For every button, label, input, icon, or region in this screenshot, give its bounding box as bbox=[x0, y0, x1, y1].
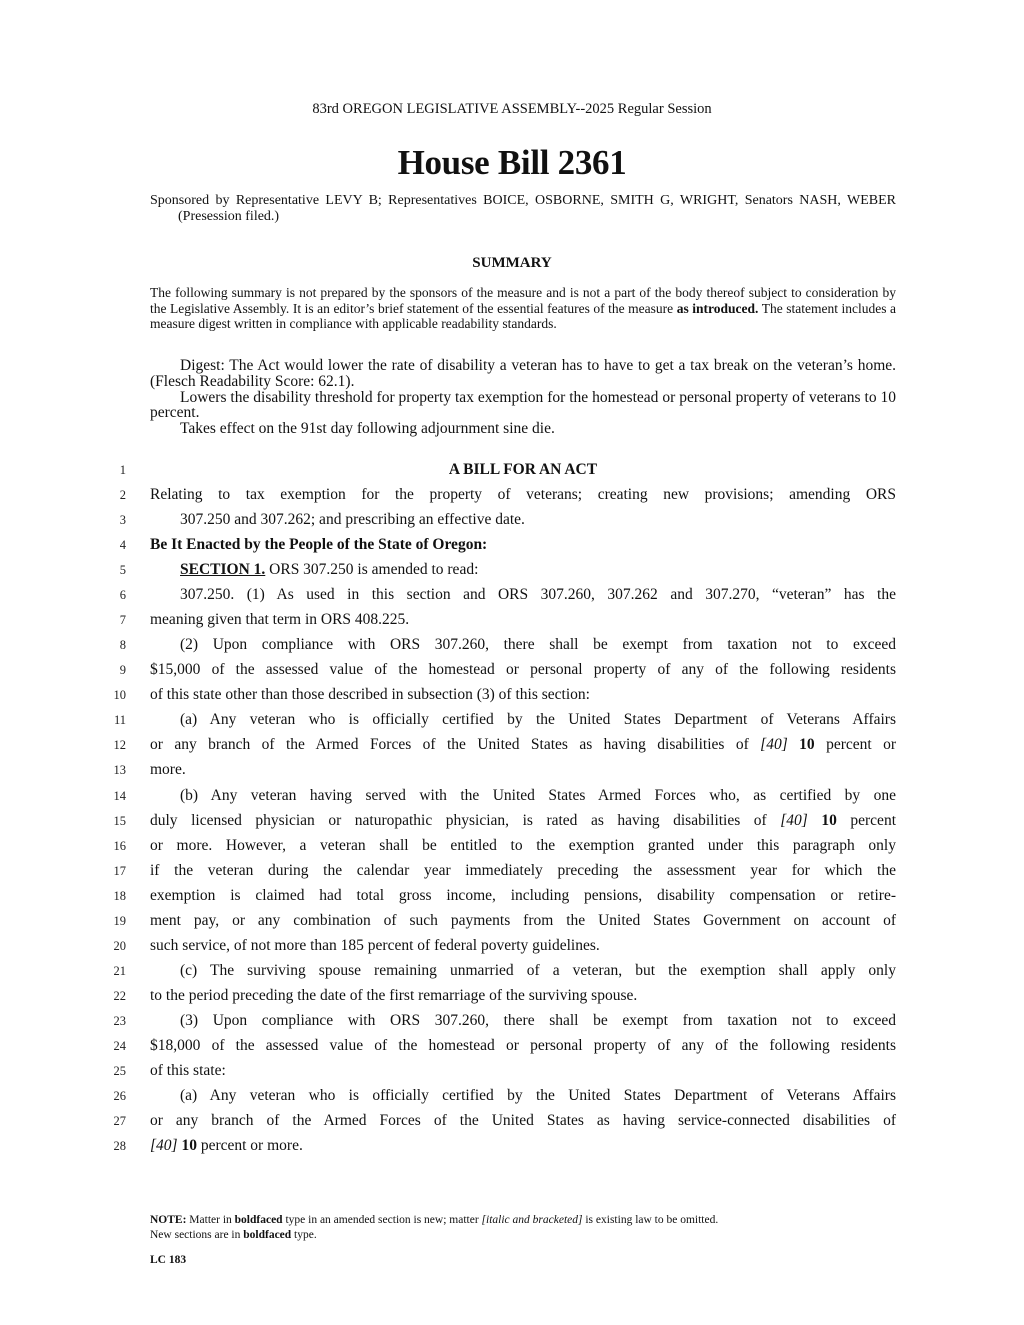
new-text: 10 bbox=[821, 812, 837, 829]
bill-line: SECTION 1. ORS 307.250 is amended to read: bbox=[180, 561, 479, 578]
bill-line: if the veteran during the calendar year immediately preceding the assessment year for which the bbox=[150, 862, 896, 879]
bill-line: or any branch of the Armed Forces of the United States as having service-connected disabilities of bbox=[150, 1112, 896, 1129]
bill-line: such service, of not more than 185 percent of federal poverty guidelines. bbox=[150, 937, 600, 954]
sponsors: Sponsored by Representative LEVY B; Representatives BOICE, OSBORNE, SMITH G, WRIGHT, Senators NASH, WEBER (Presession filed.) bbox=[150, 193, 896, 224]
line-number: 3 bbox=[119, 513, 126, 527]
line-number: 7 bbox=[119, 613, 126, 627]
bill-heading: A BILL FOR AN ACT bbox=[448, 461, 598, 478]
bill-line: (a) Any veteran who is officially certified by the United States Department of Veterans Affairs bbox=[180, 1087, 896, 1104]
lc-number: LC 183 bbox=[150, 1254, 187, 1266]
line-number: 24 bbox=[113, 1039, 126, 1053]
digest-paragraph: Takes effect on the 91st day following adjournment sine die. bbox=[180, 420, 555, 438]
line-number: 19 bbox=[113, 914, 126, 928]
bill-line: (c) The surviving spouse remaining unmarried of a veteran, but the exemption shall apply only bbox=[180, 962, 896, 979]
bill-line: to the period preceding the date of the first remarriage of the surviving spouse. bbox=[150, 987, 638, 1004]
bill-line: Relating to tax exemption for the property of veterans; creating new provisions; amending ORS bbox=[150, 486, 896, 503]
bill-line: of this state other than those described in subsection (3) of this section: bbox=[150, 686, 590, 703]
line-number: 10 bbox=[113, 688, 126, 702]
bill-line: $18,000 of the assessed value of the homestead or personal property of any of the following residents bbox=[150, 1037, 896, 1054]
line-number: 4 bbox=[119, 538, 126, 552]
line-number: 13 bbox=[113, 763, 126, 777]
digest-paragraph: Lowers the disability threshold for property tax exemption for the homestead or personal property of veterans to 10 percent. bbox=[150, 388, 896, 422]
new-text: 10 bbox=[799, 736, 815, 753]
bill-line: $15,000 of the assessed value of the homestead or personal property of any of the following residents bbox=[150, 661, 896, 678]
enacting-clause: Be It Enacted by the People of the State of Oregon: bbox=[150, 536, 488, 553]
summary-heading: SUMMARY bbox=[472, 255, 552, 271]
digest-paragraph: Digest: The Act would lower the rate of disability a veteran has to have to get a tax break on the veteran’s home. (Flesch Readability Score: 62.1). bbox=[150, 357, 896, 390]
line-number: 27 bbox=[113, 1114, 126, 1128]
line-number: 9 bbox=[119, 663, 126, 677]
line-number: 23 bbox=[113, 1014, 126, 1028]
line-number: 26 bbox=[113, 1089, 126, 1103]
line-number: 8 bbox=[119, 638, 126, 652]
deleted-text: [40] bbox=[150, 1137, 178, 1154]
line-number: 1 bbox=[119, 463, 126, 477]
bill-line: ment pay, or any combination of such payments from the United States Government on account of bbox=[150, 912, 896, 929]
line-number: 2 bbox=[119, 488, 126, 502]
line-number: 5 bbox=[119, 563, 126, 577]
line-number: 15 bbox=[113, 814, 126, 828]
bill-line: (b) Any veteran having served with the United States Armed Forces who, as certified by one bbox=[180, 787, 896, 804]
bill-line: 307.250. (1) As used in this section and ORS 307.260, 307.262 and 307.270, “veteran” has the bbox=[180, 586, 896, 603]
deleted-text: [40] bbox=[780, 812, 808, 829]
session-header: 83rd OREGON LEGISLATIVE ASSEMBLY--2025 Regular Session bbox=[312, 101, 712, 117]
line-number: 28 bbox=[113, 1139, 126, 1153]
line-number: 22 bbox=[113, 989, 126, 1003]
digest bbox=[150, 358, 896, 437]
line-number: 6 bbox=[119, 588, 126, 602]
bill-line: (2) Upon compliance with ORS 307.260, there shall be exempt from taxation not to exceed bbox=[180, 636, 896, 653]
bill-line: of this state: bbox=[150, 1062, 226, 1079]
section-label: SECTION 1. bbox=[180, 561, 266, 578]
line-number: 17 bbox=[113, 864, 126, 878]
bill-line: meaning given that term in ORS 408.225. bbox=[150, 611, 410, 628]
bill-title: House Bill 2361 bbox=[397, 143, 627, 182]
line-number: 14 bbox=[113, 789, 126, 803]
bill-line: [40] 10 percent or more. bbox=[150, 1137, 303, 1154]
footer-note: NOTE: Matter in boldfaced type in an amended section is new; matter [italic and bracketed] is existing law to be omitted. New sections are in boldfaced type. bbox=[150, 1214, 719, 1241]
new-text: 10 bbox=[181, 1137, 197, 1154]
line-number: 11 bbox=[113, 713, 126, 727]
bill-line: (a) Any veteran who is officially certified by the United States Department of Veterans Affairs bbox=[180, 711, 896, 728]
line-number: 20 bbox=[113, 939, 126, 953]
line-number: 21 bbox=[113, 964, 126, 978]
bill-line: or more. However, a veteran shall be entitled to the exemption granted under this paragraph only bbox=[150, 837, 896, 854]
bill-line: more. bbox=[150, 761, 186, 778]
bill-line: (3) Upon compliance with ORS 307.260, there shall be exempt from taxation not to exceed bbox=[180, 1012, 896, 1029]
summary-text: The following summary is not prepared by the sponsors of the measure and is not a part of the body thereof subject to consideration by the Legislative Assembly. It is an editor’s brief statement of the essential features of the measure as introduced. The statement includes a measure digest written in compliance with applicable readability standards. bbox=[150, 285, 897, 331]
line-number: 16 bbox=[113, 839, 126, 853]
line-number: 18 bbox=[113, 889, 126, 903]
bill-line: 307.250 and 307.262; and prescribing an effective date. bbox=[180, 511, 525, 528]
bill-line: or any branch of the Armed Forces of the United States as having disabilities of [40] 10 percent or bbox=[150, 736, 896, 753]
line-number: 12 bbox=[113, 738, 126, 752]
bill-line: exemption is claimed had total gross income, including pensions, disability compensation or retire- bbox=[150, 887, 896, 904]
deleted-text: [40] bbox=[760, 736, 788, 753]
line-number: 25 bbox=[113, 1064, 126, 1078]
bill-line: duly licensed physician or naturopathic physician, is rated as having disabilities of [40] 10 percent bbox=[150, 812, 896, 829]
